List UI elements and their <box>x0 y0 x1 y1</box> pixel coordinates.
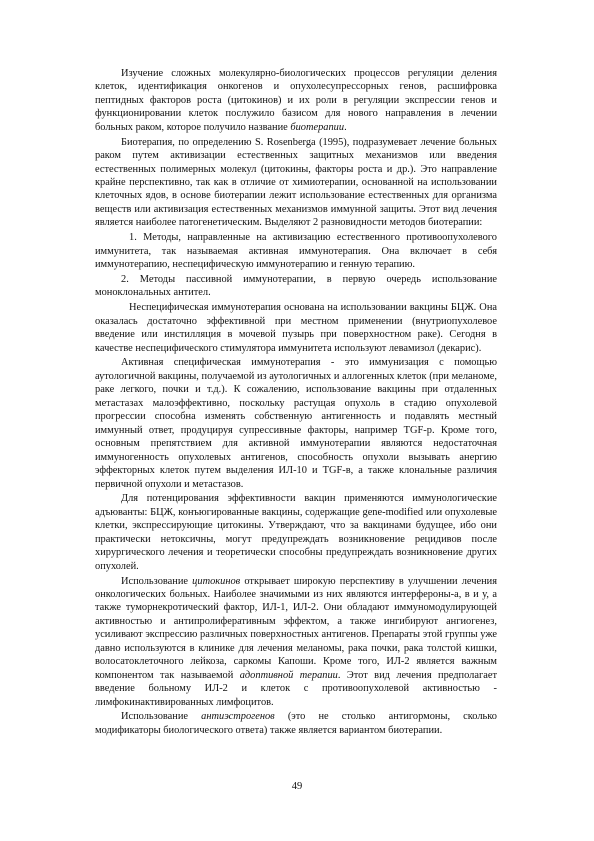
paragraph-antiestrogens: Использование антиэстрогенов (это не столько антигормоны, сколько модификаторы биологического ответа) также является вариантом биотерапии. <box>95 711 497 736</box>
paragraph-method-2: 2. Методы пассивной иммунотерапии, в первую очередь использование моноклональных антител. <box>95 273 497 299</box>
paragraph-active-specific-immunotherapy: Активная специфическая иммунотерапия - это иммунизация с помощью аутологичной вакцины, получаемой из аутологичных и аллогенных клеток (при меланоме, раке легкого, почки и т.д.). К сожалению, использование вакцины при отдаленных метастазах малоэффективно, поскольку растущая опухоль в стадию опухолевой прогрессии способна изменять собственную антигенность и подавлять местный иммунный ответ, продуцируя супрессивные факторы, например TGF-р. Кроме того, основным препятствием для активной иммунотерапии являются недостаточная иммуногенность опухолевых антигенов, способность опухоли вызывать анергию эффекторных клеток путем выделения ИЛ-10 и TGF-в, а также клональные различия первичной опухоли и метастазов. <box>95 357 497 490</box>
paragraph-nonspecific-immunotherapy: Неспецифическая иммунотерапия основана на использовании вакцины БЦЖ. Она оказалась достаточно эффективной при местном применении (внутриопухолевое введение или инстилляция в мочевой пузырь при поверхностном раке). Сегодня в качестве неспецифического стимулятора иммунитета используют левамизол (декарис). <box>95 302 497 354</box>
paragraph-biotherapy-definition: Биотерапия, по определению S. Rosenberga (1995), подразумевает лечение больных раком путем активизации естественных защитных механизмов или введения естественных полимерных молекул (цитокины, факторы роста и др.). Это направление крайне перспективно, так как в отличие от химиотерапии, основанной на использовании клеточных ядов, в основе биотерапии лежит использование естественных для организма веществ или активизация естественных механизмов иммунной защиты. Этот вид лечения является наиболее патогенетическим. Выделяют 2 разновидности методов биотерапии: <box>95 136 497 229</box>
term-cytokines: цитокинов <box>192 575 241 587</box>
document-body <box>95 67 497 739</box>
paragraph-vaccine-adjuvants: Для потенцирования эффективности вакцин применяются иммунологические адъюванты: БЦЖ, конъюгированные вакцины, содержащие gene-modified или опухолевые клетки, экспрессирующие цитокины. Утверждают, что за вакцинами будущее, ибо они практически нетоксичны, могут предупреждать возникновение рецидивов после хирургического лечения и теоретически способны предупреждать возникновение других опухолей. <box>95 493 497 572</box>
term-biotherapy: биотерапии <box>290 121 345 133</box>
term-adoptive-therapy: адоптивной терапии <box>239 669 338 681</box>
paragraph-cytokines: Использование цитокинов открывает широкую перспективу в улучшении лечения онкологических больных. Наиболее значимыми из них являются интерфероны-а, в и у, а также туморнекротический фактор, ИЛ-1, ИЛ-2. Они обладают иммуномодулирующей активностью и антипролиферативным эффектом, а также ингибируют ангиогенез, усиливают экспрессию различных поверхностных антигенов. Препараты этой группы уже давно используются в клинике для лечения меланомы, рака почки, рака толстой кишки, волосатоклеточного лейкоза, саркомы Капоши. Кроме того, ИЛ-2 является важным компонентом так называемой адоптивной терапии. Этот вид лечения предполагает введение больному ИЛ-2 и клеток с противоопухолевой активностью - лимфокинактивированных лимфоцитов. <box>95 575 497 708</box>
term-antiestrogens: антиэстрогенов <box>201 711 275 723</box>
paragraph-method-1: 1. Методы, направленные на активизацию естественного противоопухолевого иммунитета, так называемая активная иммунотерапия. Она включает в себя иммунотерапию, неспецифическую иммунотерапию и генную терапию. <box>95 232 497 271</box>
page-number: 49 <box>291 781 303 792</box>
paragraph-intro: Изучение сложных молекулярно-биологических процессов регуляции деления клеток, идентификация онкогенов и опухолесупрессорных генов, расшифровка пептидных факторов роста (цитокинов) и их роли в регуляции экспрессии генов и функционировании клеток послужило базисом для нового направления в лечении больных раком, которое получило название биотерапии. <box>95 68 497 133</box>
